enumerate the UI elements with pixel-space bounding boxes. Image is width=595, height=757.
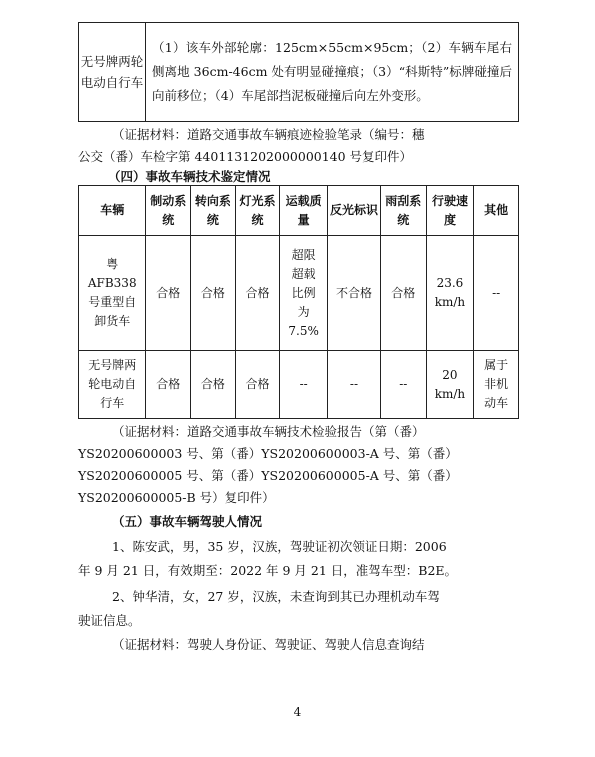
header-lights: 灯光系统 — [235, 186, 280, 236]
table-row — [79, 351, 519, 419]
cell-load: 超限超载比例为7.5% — [280, 236, 328, 351]
table-row — [79, 236, 519, 351]
evidence-1-line-1: （证据材料：道路交通事故车辆痕迹检验笔录（编号：穗 — [112, 127, 425, 142]
vehicle-trace-text: （1）该车外部轮廓：125cm×55cm×95cm；（2）车辆车尾右侧离地 36cm-46cm 处有明显碰撞痕；（3）“科斯特”标牌碰撞后向前移位；（4）车尾部挡泥板碰撞后向左外变形。 — [146, 23, 519, 122]
driver-2-line-2: 驶证信息。 — [78, 613, 141, 628]
cell-brake: 合格 — [146, 236, 191, 351]
evidence-2-line-1: （证据材料：道路交通事故车辆技术检验报告（第（番） — [112, 424, 425, 439]
cell-load: -- — [280, 351, 328, 419]
cell-reflective: -- — [328, 351, 381, 419]
cell-other: 属于非机动车 — [474, 351, 519, 419]
cell-other: -- — [474, 236, 519, 351]
table-row — [79, 23, 519, 122]
driver-1-line-2: 年 9 月 21 日，有效期至：2022 年 9 月 21 日，准驾车型：B2E。 — [78, 563, 458, 578]
page-number: 4 — [293, 705, 302, 719]
cell-vehicle: 无号牌两轮电动自行车 — [79, 351, 146, 419]
evidence-2-line-3: YS20200600005 号、第（番）YS20200600005-A 号、第（番） — [78, 468, 458, 483]
cell-steering: 合格 — [191, 236, 236, 351]
header-load: 运载质量 — [280, 186, 328, 236]
driver-1-line-1: 1、陈安武，男，35 岁，汉族，驾驶证初次领证日期：2006 — [112, 539, 447, 554]
evidence-3-line-1: （证据材料：驾驶人身份证、驾驶证、驾驶人信息查询结 — [112, 637, 425, 652]
header-other: 其他 — [474, 186, 519, 236]
header-brake: 制动系统 — [146, 186, 191, 236]
cell-steering: 合格 — [191, 351, 236, 419]
cell-wiper: 合格 — [380, 236, 426, 351]
cell-reflective: 不合格 — [328, 236, 381, 351]
evidence-2-line-4: YS20200600005-B 号）复印件） — [78, 490, 275, 505]
cell-lights: 合格 — [235, 236, 280, 351]
table-header-row — [79, 186, 519, 236]
cell-brake: 合格 — [146, 351, 191, 419]
cell-lights: 合格 — [235, 351, 280, 419]
header-vehicle: 车辆 — [79, 186, 146, 236]
section-5-title: （五）事故车辆驾驶人情况 — [112, 514, 263, 529]
cell-speed: 23.6 km/h — [426, 236, 474, 351]
vehicle-label-cell: 无号牌两轮电动自行车 — [79, 23, 146, 122]
cell-vehicle: 粤AFB338号重型自卸货车 — [79, 236, 146, 351]
header-steering: 转向系统 — [191, 186, 236, 236]
evidence-2-line-2: YS20200600003 号、第（番）YS20200600003-A 号、第（番） — [78, 446, 458, 461]
vehicle-trace-table — [78, 22, 519, 122]
tech-inspection-table — [78, 185, 519, 419]
driver-2-line-1: 2、钟华清，女，27 岁，汉族，未查询到其已办理机动车驾 — [112, 589, 440, 604]
header-speed: 行驶速度 — [426, 186, 474, 236]
evidence-1-line-2: 公交（番）车检字第 4401131202000000140 号复印件） — [78, 149, 413, 164]
header-reflective: 反光标识 — [328, 186, 381, 236]
header-wiper: 雨刮系统 — [380, 186, 426, 236]
cell-speed: 20 km/h — [426, 351, 474, 419]
section-4-title: （四）事故车辆技术鉴定情况 — [108, 169, 271, 184]
cell-wiper: -- — [380, 351, 426, 419]
